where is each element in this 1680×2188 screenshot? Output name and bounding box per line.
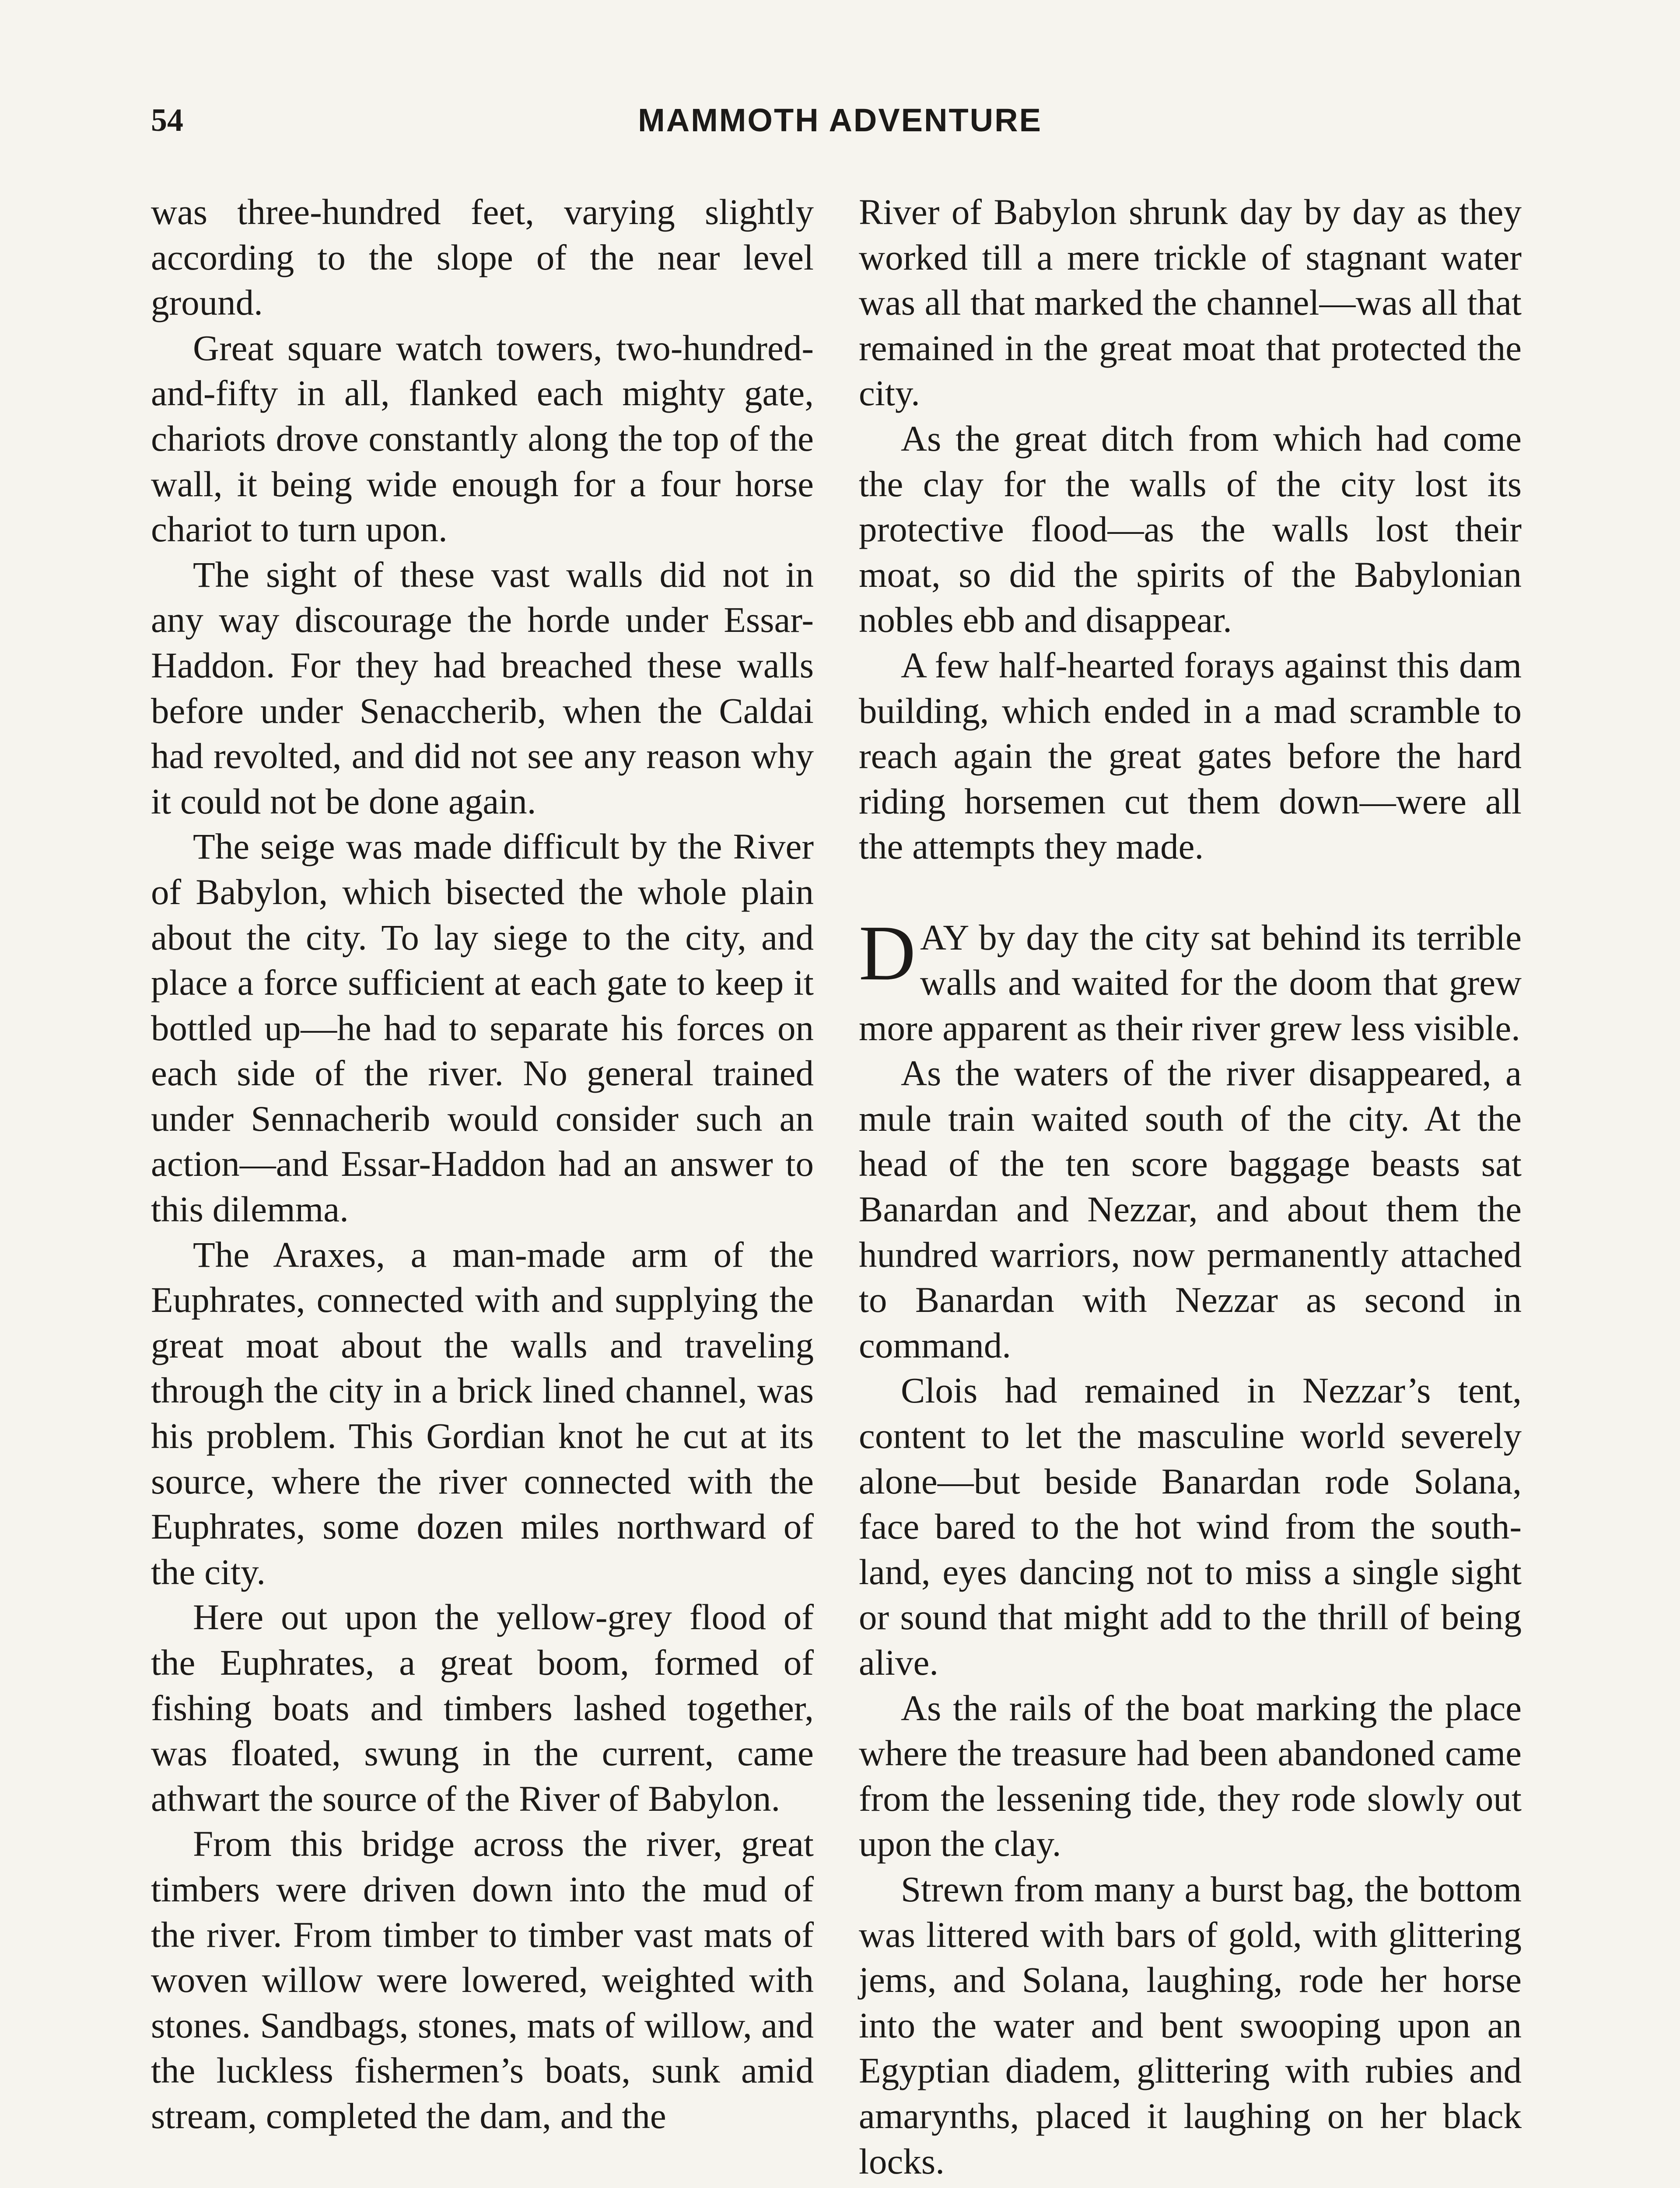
page-number: 54 <box>151 102 183 138</box>
paragraph: As the great ditch from which had come the clay for the walls of the city lost its protective flood—as the walls lost their moat, so did the spirits of the Babylonian nobles ebb and disappear. <box>859 418 1522 640</box>
paragraph: Here out upon the yellow-grey flood of the Euphrates, a great boom, formed of fishing boats and timbers lashed together, was floated, swung in the current, came athwart the source of the River of Babylon. <box>151 1597 814 1819</box>
paragraph: As the waters of the river disappeared, a mule train waited south of the city. At the head of the ten score baggage beasts sat Banardan and Nezzar, and about them the hundred warriors, now permanently attached to Banardan with Nezzar as second in command. <box>859 1053 1522 1365</box>
paragraph: As the rails of the boat marking the place where the treasure had been abandoned came from the lessening tide, they rode slowly out upon the clay. <box>859 1687 1522 1864</box>
paragraph: Strewn from many a burst bag, the bottom was littered with bars of gold, with glittering jems, and Solana, laughing, rode her horse into the water and bent swooping upon an Egyptian diadem, glittering with rubies and amarynths, placed it laughing on her black locks. <box>859 1869 1522 2181</box>
paragraph: The sight of these vast walls did not in any way discourage the horde under Essar-Haddon. For they had breached these walls before under Senaccherib, when the Caldai had revolted, and did not see any reason why it could not be done again. <box>151 554 814 821</box>
drop-cap-letter: D <box>859 909 916 996</box>
running-title: MAMMOTH ADVENTURE <box>638 102 1042 138</box>
paragraph: Clois had remained in Nezzar’s tent, content to let the masculine world severely alone—but beside Banardan rode Solana, face bared to the hot wind from the south-land, eyes dancing not to miss a single sight or sound that might add to the thrill of being alive. <box>859 1370 1522 1683</box>
drop-cap-paragraph-text: by day the city sat behind its terrible walls and waited for the doom that grew more apparent as their river grew less visible. <box>859 917 1522 1048</box>
section-opening-paragraph <box>859 909 1522 1051</box>
paragraph: was three-hundred feet, varying slightly according to the slope of the near level ground. <box>151 192 814 323</box>
drop-cap-caps: AY <box>920 917 968 957</box>
paragraph: The Araxes, a man-made arm of the Euphrates, connected with and supplying the great moat about the walls and traveling through the city in a brick lined channel, was his problem. This Gordian knot he cut at its source, where the river connected with the Euphrates, some dozen miles northward of the city. <box>151 1234 814 1592</box>
paragraph: A few half-hearted forays against this dam building, which ended in a mad scramble to reach again the great gates before the hard riding horsemen cut them down—were all the attempts they made. <box>859 645 1522 867</box>
left-column <box>151 189 814 2139</box>
right-column <box>859 189 1522 2184</box>
paragraph: The seige was made difficult by the River of Babylon, which bisected the whole plain about the city. To lay siege to the city, and place a force sufficient at each gate to keep it bottled up—he had to separate his forces on each side of the river. No general trained under Sennacherib would consider such an action—and Essar-Haddon had an answer to this dilemma. <box>151 826 814 1230</box>
paragraph: Great square watch towers, two-hundred-and-fifty in all, flanked each mighty gate, chariots drove constantly along the top of the wall, it being wide enough for a four horse chariot to turn upon. <box>151 327 814 550</box>
paragraph: From this bridge across the river, great timbers were driven down into the mud of the river. From timber to timber vast mats of woven willow were lowered, weighted with stones. Sandbags, stones, mats of willow, and the luckless fishermen’s boats, sunk amid stream, completed the dam, and the <box>151 1823 814 2136</box>
paragraph: River of Babylon shrunk day by day as they worked till a mere trickle of stagnant water was all that marked the channel—was all that remained in the great moat that protected the city. <box>859 192 1522 414</box>
